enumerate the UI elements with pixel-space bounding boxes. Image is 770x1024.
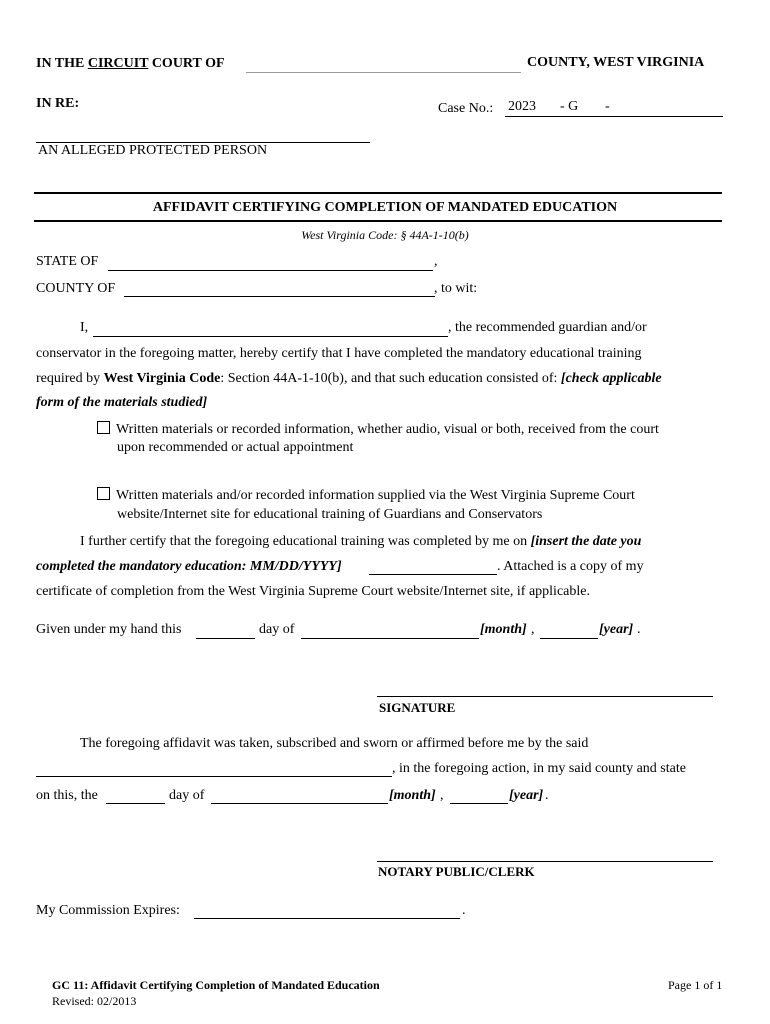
title-rule-top <box>34 192 722 194</box>
notary-comma: , <box>440 788 444 803</box>
to-wit: , to wit: <box>434 281 478 296</box>
document-title: AFFIDAVIT CERTIFYING COMPLETION OF MANDATED EDUCATION <box>152 200 618 215</box>
state-comma: , <box>434 254 438 269</box>
option-supreme-court-website[interactable]: Written materials and/or recorded information supplied via the West Virginia Supreme Court <box>97 487 635 504</box>
paragraph2-line2-end: . Attached is a copy of my <box>497 559 644 574</box>
paragraph2-line2: completed the mandatory education: MM/DD/YYYY] <box>36 559 342 574</box>
footer-page-number: Page 1 of 1 <box>668 978 723 992</box>
county-state: COUNTY, WEST VIRGINIA <box>527 55 705 70</box>
notary-day-field[interactable] <box>106 803 165 804</box>
notary-month-label: [month] <box>389 788 436 803</box>
county-name-blank[interactable] <box>246 72 521 73</box>
guardian-name-field[interactable] <box>93 336 448 337</box>
code-reference: West Virginia Code: § 44A-1-10(b) <box>301 228 469 242</box>
given-day-field[interactable] <box>196 638 255 639</box>
court-heading: IN THE CIRCUIT COURT OF <box>36 56 225 71</box>
paragraph2-line3: certificate of completion from the West Virginia Supreme Court website/Internet site, if applicable. <box>36 584 590 599</box>
option1-line2: upon recommended or actual appointment <box>117 440 354 455</box>
notary-label: NOTARY PUBLIC/CLERK <box>378 864 535 879</box>
notary-year-label: [year] <box>509 788 544 803</box>
commission-period: . <box>462 903 466 918</box>
given-comma: , <box>531 622 535 637</box>
given-under-hand-label: Given under my hand this <box>36 622 182 637</box>
state-of-label: STATE OF <box>36 254 99 269</box>
footer-revised: Revised: 02/2013 <box>52 994 137 1008</box>
notary-month-field[interactable] <box>211 803 388 804</box>
given-year-field[interactable] <box>540 638 598 639</box>
notary-line1: The foregoing affidavit was taken, subscribed and sworn or affirmed before me by the said <box>80 736 589 751</box>
notary-year-field[interactable] <box>450 803 508 804</box>
in-re-label: IN RE: <box>36 96 80 111</box>
state-of-field[interactable] <box>108 270 433 271</box>
given-period: . <box>637 622 641 637</box>
commission-label: My Commission Expires: <box>36 903 180 918</box>
completion-date-field[interactable] <box>369 574 497 575</box>
given-month-label: [month] <box>480 622 527 637</box>
case-dash: - <box>605 99 610 114</box>
paragraph1-line3: required by West Virginia Code: Section 44A-1-10(b), and that such education consisted of: [check applicable <box>36 371 662 386</box>
commission-expires-field[interactable] <box>194 918 460 919</box>
affiant-name-field[interactable] <box>36 776 392 777</box>
case-type: - G <box>560 99 579 114</box>
paragraph2-line1: I further certify that the foregoing educational training was completed by me on [insert the date you <box>80 534 642 549</box>
given-month-field[interactable] <box>301 638 479 639</box>
county-of-field[interactable] <box>124 296 435 297</box>
given-day-of-label: day of <box>259 622 295 637</box>
case-number-label: Case No.: <box>438 101 494 116</box>
signature-field[interactable] <box>377 696 713 697</box>
title-rule-bottom <box>34 220 722 222</box>
notary-day-of-label: day of <box>169 788 205 803</box>
case-number-field[interactable] <box>505 116 723 117</box>
notary-line2-end: , in the foregoing action, in my said county and state <box>392 761 686 776</box>
paragraph1-line4: form of the materials studied] <box>36 395 208 410</box>
paragraph1-line2: conservator in the foregoing matter, hereby certify that I have completed the mandatory educational training <box>36 346 642 361</box>
checkbox-supreme-court-website[interactable] <box>97 487 110 500</box>
signature-label: SIGNATURE <box>379 700 456 715</box>
notary-on-this-label: on this, the <box>36 788 98 803</box>
protected-person-label: AN ALLEGED PROTECTED PERSON <box>38 143 268 158</box>
footer-form-title: GC 11: Affidavit Certifying Completion of Mandated Education <box>52 978 380 992</box>
given-year-label: [year] <box>599 622 634 637</box>
case-year: 2023 <box>508 99 536 114</box>
notary-signature-field[interactable] <box>377 861 713 862</box>
checkbox-court-materials[interactable] <box>97 421 110 434</box>
i-label: I, <box>80 320 89 335</box>
notary-period: . <box>545 788 549 803</box>
option2-line2: website/Internet site for educational training of Guardians and Conservators <box>117 507 543 522</box>
option-court-materials[interactable]: Written materials or recorded information, whether audio, visual or both, received from the court <box>97 421 659 438</box>
paragraph1-line1-end: , the recommended guardian and/or <box>448 320 647 335</box>
county-of-label: COUNTY OF <box>36 281 116 296</box>
